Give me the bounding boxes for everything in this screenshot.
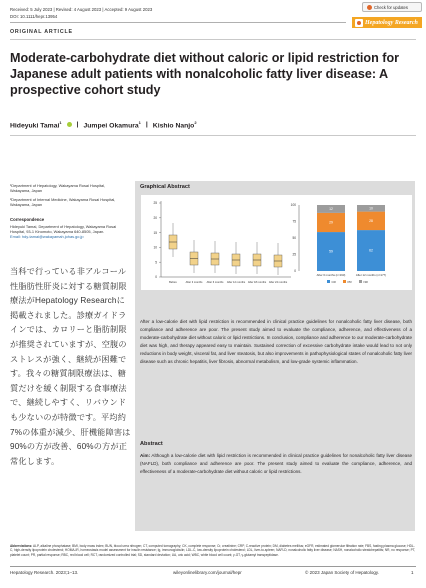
correspondence-address: Hideyuki Tamai, Department of Hepatology, Wakayama Rosai Hospital, 93-1 Kinomoto, Wakayama 640-8505, Japan. [10, 224, 117, 235]
abbreviations-text: ALP, alkaline phosphatase; BMI, body mass index; BUN, blood urea nitrogen; CT, computed tomography; CK, complete response; Cr, creatinine; CRP, C-reactive protein; DM, diabetes mellitus; eGFR, estimated glomerular filtration rate; FBS, fasting plasma glucose; HDL-C, high-density lipoprotein cholesterol; HOMA-IR, homeostasis model assessment for insulin resistance; Ig, immunoglobulin; LDL-C, low-density lipoprotein cholesterol; LDL, liver-to-spleen; NAFLD, nonalcoholic fatty liver disease; NASH, nonalcoholic steatohepatitis; NR, no response; PT, platelet count; PR, partial response; RBC, red blood cell; RCT, randomized controlled trial; SD, standard deviation; UA, uric acid; WBC, white blood cell count; γ-GT, γ-glutamyl transpeptidase. [10, 544, 416, 557]
stacked-bar-value: 10 [369, 206, 373, 211]
boxplot-category-label: After 12 months [226, 281, 246, 284]
legend-label: NR [363, 279, 368, 284]
footer-citation: Hepatology Research. 2023;1–13. [10, 570, 79, 575]
legend-swatch [359, 280, 362, 283]
boxplot-tick-label: 10 [153, 245, 157, 250]
footer-copyright: © 2023 Japan Society of Hepatology. [305, 570, 380, 575]
legend-swatch [343, 280, 346, 283]
legend-label: PR [347, 279, 352, 284]
boxplot-category-label: After 24 months [268, 281, 288, 284]
boxplot-category-label: Before [169, 281, 177, 284]
abbreviations-label: Abbreviations: [10, 544, 33, 548]
bar-tick-label: 25 [292, 252, 296, 257]
bar-tick-label: 75 [292, 219, 296, 224]
affiliation: ²Department of Internal Medicine, Wakayama Rosai Hospital, Wakayama, Japan [10, 197, 116, 208]
page-number: 1 [411, 570, 414, 575]
correspondence-heading: Correspondence [10, 217, 45, 222]
stacked-bar-value: 62 [369, 248, 373, 253]
aim-label: Aim: [140, 453, 151, 458]
check-for-updates-button[interactable] [362, 2, 422, 12]
author-list [10, 120, 197, 129]
legend-swatch [327, 280, 330, 283]
boxplot-category-label: After 3 months [185, 281, 203, 284]
boxplot-category-label: After 18 months [247, 281, 267, 284]
bar-tick-label: 100 [290, 203, 296, 208]
article-type: ORIGINAL ARTICLE [10, 29, 73, 35]
journal-logo-text: Hepatology Research [365, 19, 418, 26]
doi: DOI: 10.1111/hepr.13954 [10, 14, 58, 19]
correspondence-block [10, 224, 125, 240]
boxplot-tick-label: 5 [155, 260, 157, 265]
aim-text: Although a low-calorie diet with lipid restriction is recommended in clinical practice guidelines for nonalcoholic fatty liver disease (NAFLD), both compliance and adherence are poor. The present study aimed to evaluate the compliance, adherence, and effectiveness of a moderate-carbohydrate diet without caloric or lipid restrictions. [140, 453, 413, 475]
stacked-bar-value: 12 [329, 207, 333, 212]
section-divider [10, 39, 416, 40]
check-for-updates-label: Check for updates [374, 4, 408, 10]
header-divider [10, 22, 346, 23]
author-separator: | [76, 121, 79, 129]
journal-logo [352, 17, 422, 28]
graphical-abstract-svg [141, 195, 412, 290]
author-name[interactable]: Jumpei Okamura$^1$ [83, 120, 141, 130]
affiliation: ¹Department of Hepatology, Wakayama Rosai Hospital, Wakayama, Japan [10, 183, 106, 194]
boxplot-tick-label: 20 [153, 216, 157, 220]
bar-category-label: After 12 months (n=177) [355, 273, 387, 277]
bar-tick-label: 50 [292, 236, 296, 241]
authors-divider [10, 135, 416, 136]
orcid-icon[interactable] [67, 122, 72, 127]
boxplot-category-label: After 6 months [206, 281, 224, 284]
update-icon [367, 5, 372, 10]
abbreviations [10, 544, 416, 557]
abstract-heading: Abstract [140, 441, 163, 447]
graphical-abstract-text: After a low-calorie diet with lipid restriction is recommended in clinical practice guidelines for nonalcoholic fatty liver disease, both compliance and adherence are poor. The present study aimed to evaluate the compliance, adherence, and effectiveness of a moderate-carbohydrate diet without caloric or lipid restrictions. In conclusion, compliance and adherence to our moderate-carbohydrate diet was high, and therapy appeared easy to maintain. Sustained correction of excessive carbohydrate intake would lead to not only reductions in body weight, visceral fat, and liver steatosis, but also improvements in pathophysiological states of nonalcoholic fatty liver disease such as chronic hepatitis, liver fibrosis, abnormal metabolism, and low-grade systemic inflammation. [140, 319, 412, 365]
japanese-summary: 当科で行っている非アルコール性脂肪性肝炎に対する糖質制限療法がHepatology Researchに掲載されました。診療ガイドラインでは、カロリーと脂肪制限が推奨されていますが、空腹のストレスが強く、継続が困難です。我々の糖質制限療法は、糖質だけを緩く制限する食事療法で、継続しやすく、リバウンドも少ないのが特徴です。平均約7%の体重が減少、肝機能障害は90%の方が改善、60%の方が正常化します。 [10, 267, 131, 466]
accepted-date: Accepted: 9 August 2023 [104, 7, 153, 12]
legend-label: CR [331, 279, 336, 284]
journal-logo-icon [355, 19, 363, 27]
boxplot-tick-label: 25 [153, 201, 157, 206]
author-name[interactable]: Hideyuki Tamai$^1$ [10, 120, 62, 130]
stacked-bar-value: 59 [329, 249, 333, 254]
stacked-bar-value: 29 [329, 220, 333, 225]
graphical-abstract-heading: Graphical Abstract [140, 184, 190, 190]
boxplot-tick-label: 0 [155, 275, 157, 280]
stacked-bar-value: 28 [369, 219, 373, 224]
graphical-abstract-figure [141, 195, 412, 290]
footer-divider [10, 566, 416, 567]
publication-dates: Received: 5 July 2023 | Revised: 4 August 2023 | Accepted: 9 August 2023 [10, 7, 153, 12]
bar-tick-label: 0 [294, 269, 296, 274]
email-link[interactable]: Email: hdy-tamai@wakayamah.johas.go.jp [10, 234, 84, 240]
author-separator: | [145, 121, 148, 129]
bar-category-label: After 6 months (n=193) [316, 273, 346, 277]
article-title: Moderate-carbohydrate diet without caloric or lipid restriction for Japanese adult patients with nonalcoholic fatty liver disease: A prospective cohort study [10, 51, 400, 97]
author-name[interactable]: Kishio Nanjo$^2$ [152, 120, 197, 130]
footer-journal-link[interactable]: wileyonlinelibrary.com/journal/hepr [173, 570, 242, 575]
abstract-body [140, 452, 412, 476]
received-date: Received: 5 July 2023 [10, 7, 53, 12]
revised-date: Revised: 4 August 2023 [55, 7, 102, 12]
boxplot-tick-label: 15 [153, 230, 157, 235]
